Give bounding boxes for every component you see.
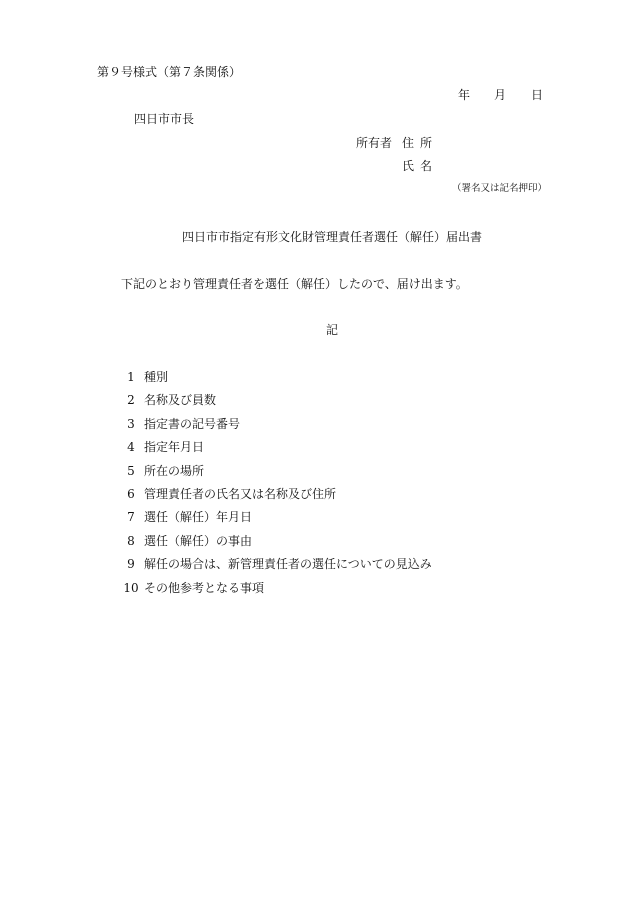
list-item (118, 394, 432, 417)
item-number: 10 (123, 580, 139, 595)
item-number: 6 (127, 486, 135, 501)
list-item (118, 582, 432, 605)
seal-note: （署名又は記名押印） (452, 183, 548, 194)
item-text: 解任の場合は、新管理責任者の選任についての見込み (144, 557, 432, 572)
list-item (118, 488, 432, 511)
ki-heading: 記 (325, 323, 338, 337)
item-text: 指定書の記号番号 (144, 416, 241, 431)
item-text: 選任（解任）の事由 (144, 533, 253, 548)
list-item (118, 511, 432, 534)
list-item (118, 465, 432, 488)
list-item (118, 535, 432, 558)
addressee: 四日市市長 (134, 112, 195, 126)
body-text: 下記のとおり管理責任者を選任（解任）したので、届け出ます。 (121, 277, 468, 291)
list-item (118, 371, 432, 394)
item-number: 3 (127, 416, 135, 431)
item-number: 2 (127, 393, 135, 408)
item-number: 4 (127, 440, 135, 455)
item-text: 名称及び員数 (144, 393, 217, 408)
form-number: 第９号様式（第７条関係） (97, 65, 242, 79)
item-list (118, 371, 432, 605)
item-text: 指定年月日 (144, 440, 205, 455)
address-label: 住所 (402, 136, 439, 150)
name-label: 氏名 (402, 159, 439, 173)
item-text: 管理責任者の氏名又は名称及び住所 (144, 486, 337, 501)
item-text: 種別 (144, 370, 169, 384)
list-item (118, 558, 432, 581)
date-month-label: 月 (494, 88, 507, 102)
item-text: 選任（解任）年月日 (144, 510, 253, 525)
date-day-label: 日 (531, 88, 544, 102)
owner-label: 所有者 (356, 136, 393, 150)
document-title: 四日市市指定有形文化財管理責任者選任（解任）届出書 (181, 230, 482, 244)
item-number: 5 (127, 463, 135, 478)
item-number: 1 (127, 370, 135, 384)
date-year-label: 年 (458, 88, 471, 102)
list-item (118, 441, 432, 464)
item-number: 8 (127, 533, 135, 548)
list-item (118, 418, 432, 441)
item-text: その他参考となる事項 (144, 580, 265, 595)
item-text: 所在の場所 (144, 463, 205, 478)
item-number: 7 (127, 510, 135, 525)
item-number: 9 (127, 557, 135, 572)
